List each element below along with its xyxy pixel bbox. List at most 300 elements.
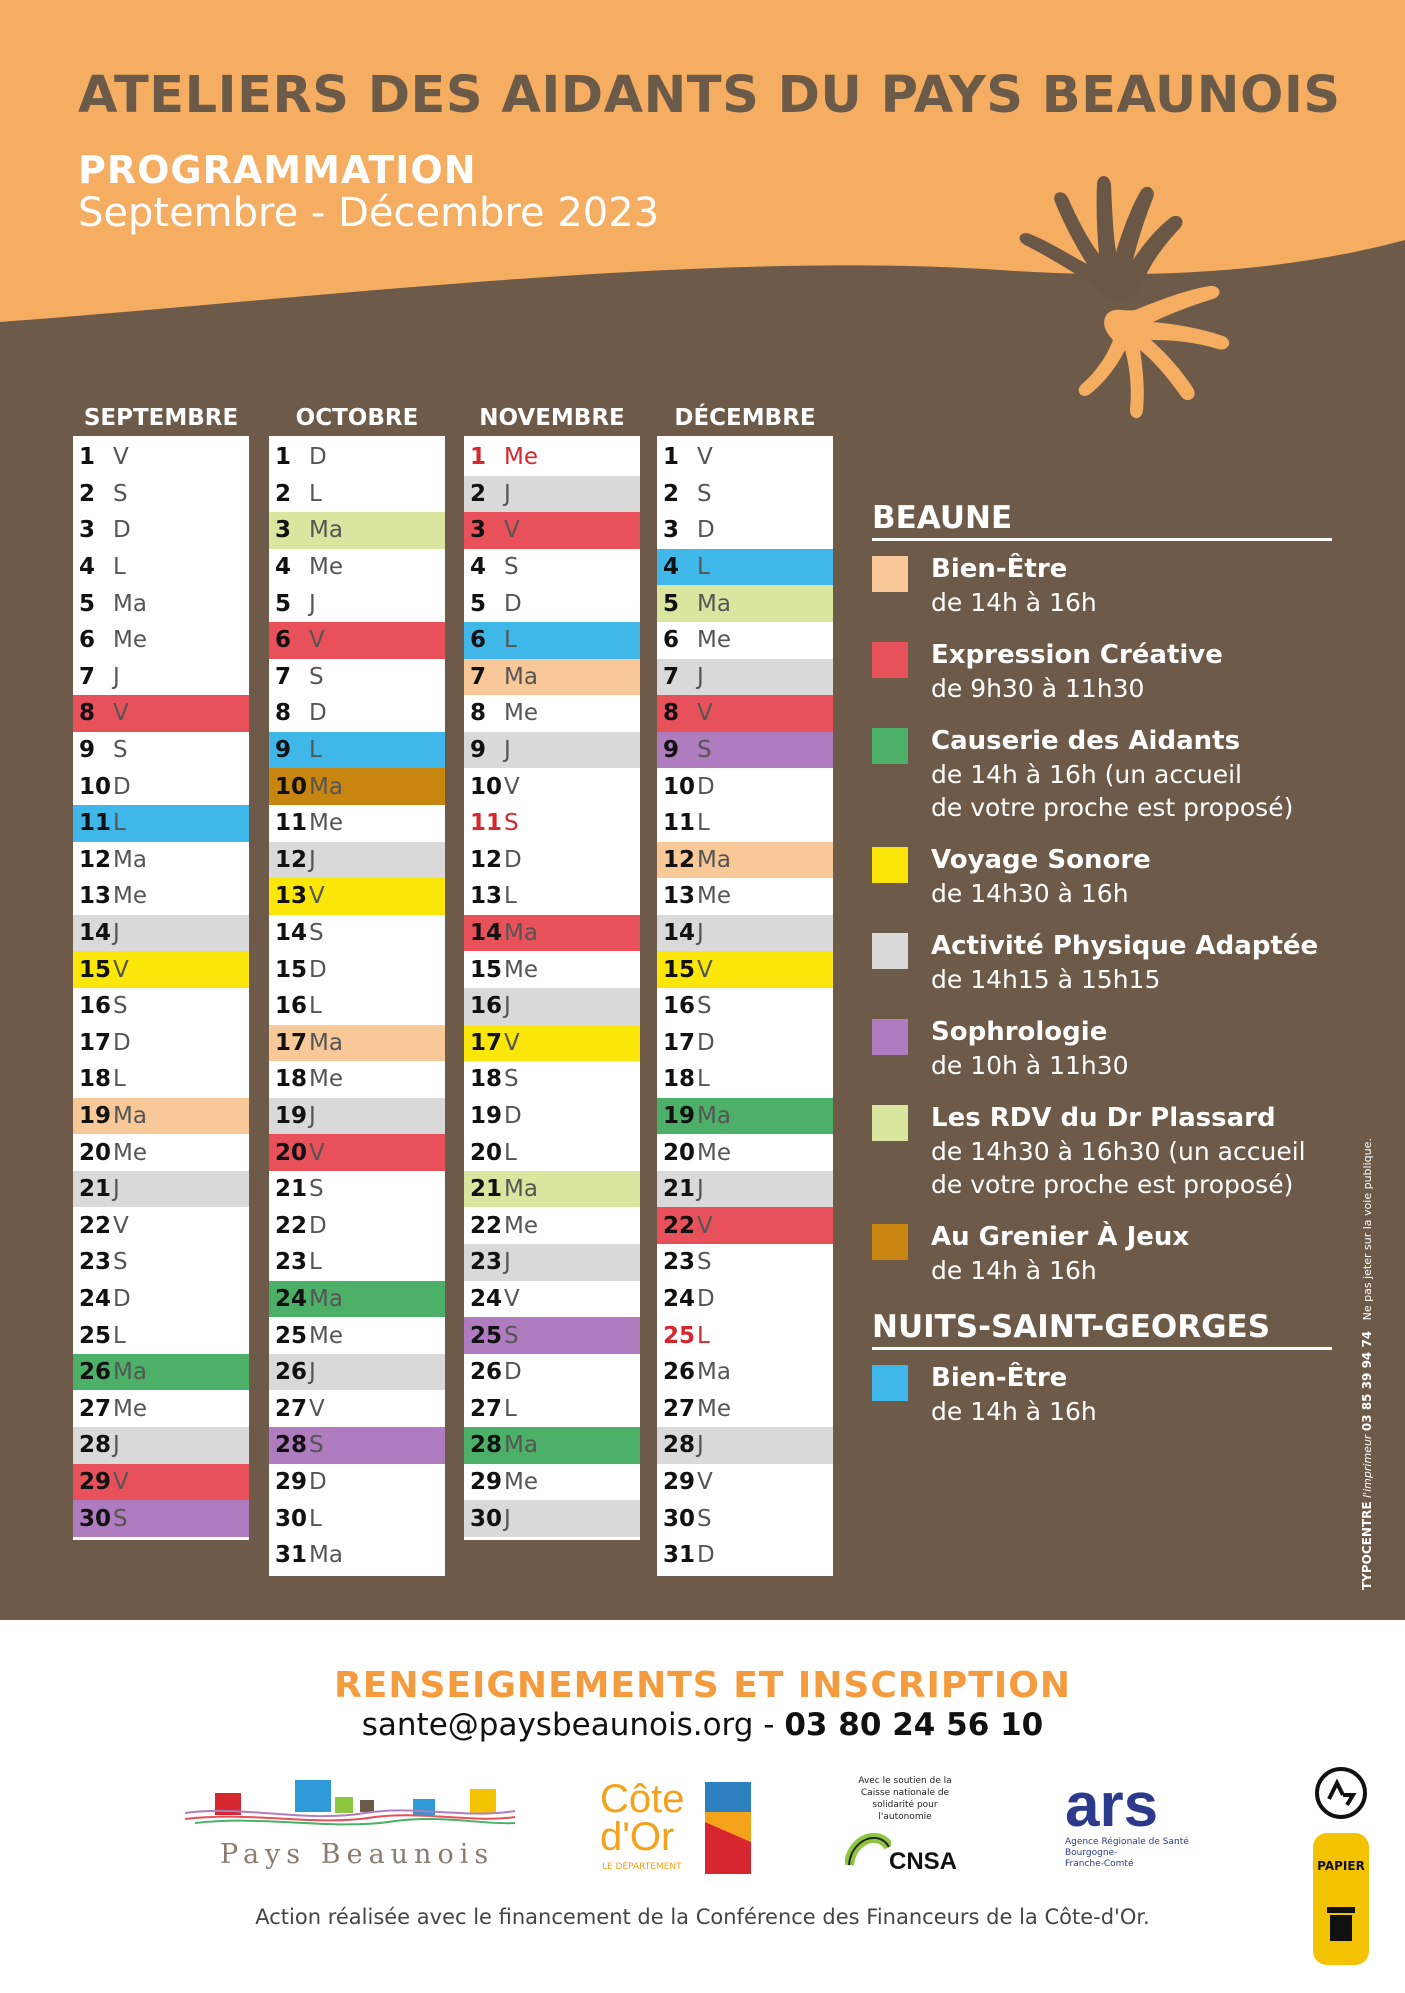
weekday-abbr: Me xyxy=(113,883,147,910)
calendar-day xyxy=(269,1061,445,1098)
weekday-abbr: L xyxy=(113,810,126,837)
contact-email[interactable]: sante@paysbeaunois.org xyxy=(361,1707,754,1743)
cnsa-text: CNSA xyxy=(889,1848,958,1875)
day-number: 27 xyxy=(275,1395,308,1422)
day-number: 15 xyxy=(470,956,503,983)
calendar-day xyxy=(464,1281,640,1318)
calendar-day xyxy=(73,549,249,586)
day-number: 20 xyxy=(275,1139,308,1166)
calendar-day xyxy=(73,805,249,842)
day-number: 17 xyxy=(663,1029,696,1056)
weekday-abbr: Ma xyxy=(113,590,147,617)
activity-time: de 9h30 à 11h30 xyxy=(931,674,1145,703)
calendar-day xyxy=(73,1390,249,1427)
weekday-abbr: J xyxy=(697,1176,704,1203)
day-number: 2 xyxy=(663,480,680,507)
weekday-abbr: J xyxy=(113,920,120,947)
weekday-abbr: V xyxy=(504,517,520,544)
calendar-day xyxy=(73,1061,249,1098)
calendar-day xyxy=(657,695,833,732)
calendar-day xyxy=(269,1134,445,1171)
weekday-abbr: S xyxy=(309,1176,324,1203)
day-number: 21 xyxy=(79,1176,112,1203)
day-number: 3 xyxy=(470,517,487,544)
calendar-day xyxy=(73,512,249,549)
calendar-day xyxy=(73,951,249,988)
day-number: 21 xyxy=(275,1176,308,1203)
weekday-abbr: Me xyxy=(309,810,343,837)
day-number: 18 xyxy=(79,1066,112,1093)
day-number: 29 xyxy=(79,1468,112,1495)
day-number: 23 xyxy=(470,1249,503,1276)
page-subtitle: PROGRAMMATION xyxy=(78,148,477,192)
legend-swatch xyxy=(872,1019,908,1055)
day-number: 8 xyxy=(275,700,292,727)
weekday-abbr: Me xyxy=(504,700,538,727)
day-number: 3 xyxy=(663,517,680,544)
calendar-day xyxy=(657,439,833,476)
day-number: 4 xyxy=(663,554,680,581)
legend-swatch xyxy=(872,1365,908,1401)
weekday-abbr: S xyxy=(504,1322,519,1349)
calendar-day xyxy=(464,585,640,622)
calendar-day xyxy=(657,1464,833,1501)
calendar-day xyxy=(269,1098,445,1135)
calendar-day xyxy=(269,1207,445,1244)
weekday-abbr: D xyxy=(113,1285,131,1312)
day-number: 26 xyxy=(663,1359,696,1386)
contact-phone[interactable]: 03 80 24 56 10 xyxy=(784,1707,1044,1743)
weekday-abbr: Ma xyxy=(309,1285,343,1312)
legend-item xyxy=(872,930,1332,996)
day-number: 28 xyxy=(79,1432,112,1459)
ars-subtitle-2: Bourgogne- xyxy=(1065,1848,1118,1858)
calendar-day xyxy=(73,1317,249,1354)
day-number: 19 xyxy=(79,1102,112,1129)
legend-list-beaune xyxy=(872,553,1332,1287)
day-number: 1 xyxy=(663,444,680,471)
calendar-day xyxy=(73,1464,249,1501)
calendar-day xyxy=(657,1281,833,1318)
weekday-abbr: S xyxy=(113,480,128,507)
calendar-day xyxy=(464,878,640,915)
calendar-day xyxy=(269,1281,445,1318)
calendar-day xyxy=(464,659,640,696)
calendar-day xyxy=(464,1134,640,1171)
calendar-day xyxy=(657,512,833,549)
calendar-day xyxy=(464,1244,640,1281)
calendar-day xyxy=(464,1354,640,1391)
activity-name: Voyage Sonore xyxy=(931,845,1151,875)
calendar-day xyxy=(269,1025,445,1062)
day-number: 16 xyxy=(663,993,696,1020)
day-number: 6 xyxy=(663,627,680,654)
day-number: 19 xyxy=(275,1102,308,1129)
calendar-day xyxy=(269,988,445,1025)
calendar-day xyxy=(657,1171,833,1208)
recycling-badges xyxy=(1313,1765,1373,1965)
day-number: 14 xyxy=(663,920,696,947)
calendar-day xyxy=(464,476,640,513)
day-number: 29 xyxy=(470,1468,503,1495)
day-number: 30 xyxy=(275,1505,308,1532)
calendar-day xyxy=(657,1098,833,1135)
calendar-day xyxy=(657,585,833,622)
day-number: 18 xyxy=(275,1066,308,1093)
calendar-day xyxy=(73,1171,249,1208)
day-number: 7 xyxy=(663,663,680,690)
day-number: 3 xyxy=(79,517,96,544)
day-number: 30 xyxy=(79,1505,112,1532)
legend-swatch xyxy=(872,1224,908,1260)
day-number: 22 xyxy=(275,1212,308,1239)
calendar-day xyxy=(269,476,445,513)
calendar-day xyxy=(657,1427,833,1464)
day-number: 4 xyxy=(79,554,96,581)
cote-dor-line2: d'Or xyxy=(600,1815,675,1859)
weekday-abbr: J xyxy=(504,1505,511,1532)
weekday-abbr: S xyxy=(309,1432,324,1459)
activity-name: Sophrologie xyxy=(931,1017,1108,1047)
hand-orange-icon xyxy=(1079,286,1229,418)
weekday-abbr: Ma xyxy=(697,590,731,617)
pays-beaunois-text: Pays Beaunois xyxy=(220,1839,495,1870)
month-name: DÉCEMBRE xyxy=(674,405,816,431)
day-number: 17 xyxy=(79,1029,112,1056)
day-number: 19 xyxy=(663,1102,696,1129)
cnsa-support-text: Avec le soutien de la Caisse nationale de solidarité pour l'autonomie xyxy=(858,1776,952,1822)
calendar-day xyxy=(73,622,249,659)
calendar-day xyxy=(657,1390,833,1427)
calendar-day xyxy=(657,768,833,805)
weekday-abbr: S xyxy=(504,554,519,581)
calendar-day xyxy=(73,1244,249,1281)
weekday-abbr: L xyxy=(697,810,710,837)
day-number: 12 xyxy=(275,846,308,873)
calendar-day xyxy=(657,842,833,879)
day-number: 15 xyxy=(663,956,696,983)
calendar-day xyxy=(657,476,833,513)
day-number: 22 xyxy=(79,1212,112,1239)
calendar-day xyxy=(269,439,445,476)
weekday-abbr: J xyxy=(113,1432,120,1459)
weekday-abbr: S xyxy=(309,663,324,690)
legend-swatch xyxy=(872,847,908,883)
activity-name: Expression Créative xyxy=(931,640,1223,670)
day-number: 25 xyxy=(275,1322,308,1349)
day-number: 5 xyxy=(79,590,96,617)
day-number: 20 xyxy=(79,1139,112,1166)
calendar-day xyxy=(269,512,445,549)
weekday-abbr: J xyxy=(697,1432,704,1459)
weekday-abbr: D xyxy=(697,517,715,544)
calendar-day xyxy=(657,732,833,769)
weekday-abbr: Ma xyxy=(697,846,731,873)
weekday-abbr: J xyxy=(697,663,704,690)
weekday-abbr: Ma xyxy=(113,1102,147,1129)
calendar-day xyxy=(269,732,445,769)
calendar-day xyxy=(73,1354,249,1391)
calendar-day xyxy=(269,1317,445,1354)
calendar-day xyxy=(269,549,445,586)
weekday-abbr: V xyxy=(113,1212,129,1239)
cnsa-arc-icon xyxy=(845,1825,891,1867)
calendar-day xyxy=(269,805,445,842)
day-number: 7 xyxy=(470,663,487,690)
day-number: 15 xyxy=(79,956,112,983)
weekday-abbr: V xyxy=(309,1139,325,1166)
calendar-day xyxy=(657,1134,833,1171)
calendar-day xyxy=(73,1134,249,1171)
day-number: 24 xyxy=(79,1285,112,1312)
weekday-abbr: D xyxy=(113,773,131,800)
papier-badge xyxy=(1313,1833,1369,1965)
calendar-day xyxy=(269,695,445,732)
weekday-abbr: S xyxy=(697,1505,712,1532)
calendar-day xyxy=(464,1061,640,1098)
weekday-abbr: J xyxy=(504,480,511,507)
weekday-abbr: Ma xyxy=(309,1542,343,1569)
activity-name: Bien-Être xyxy=(931,1363,1068,1393)
day-number: 8 xyxy=(663,700,680,727)
calendar-day xyxy=(657,951,833,988)
weekday-abbr: S xyxy=(697,993,712,1020)
day-number: 6 xyxy=(79,627,96,654)
weekday-abbr: Me xyxy=(504,444,538,471)
funding-note: Action réalisée avec le financement de la Conférence des Financeurs de la Côte-d'Or. xyxy=(255,1905,1150,1929)
weekday-abbr: L xyxy=(697,1322,710,1349)
hand-shadow-icon xyxy=(1020,176,1183,301)
day-number: 7 xyxy=(275,663,292,690)
legend-item xyxy=(872,1102,1332,1201)
weekday-abbr: L xyxy=(504,627,517,654)
day-number: 9 xyxy=(663,737,680,764)
calendar-day xyxy=(269,951,445,988)
calendar-day xyxy=(269,1171,445,1208)
weekday-abbr: L xyxy=(504,1395,517,1422)
weekday-abbr: S xyxy=(113,1249,128,1276)
weekday-abbr: Me xyxy=(309,554,343,581)
day-list xyxy=(657,436,833,1576)
day-number: 30 xyxy=(663,1505,696,1532)
day-number: 11 xyxy=(79,810,112,837)
weekday-abbr: J xyxy=(309,1102,316,1129)
weekday-abbr: Ma xyxy=(309,773,343,800)
weekday-abbr: Ma xyxy=(504,663,538,690)
calendar-day xyxy=(657,1244,833,1281)
day-number: 3 xyxy=(275,517,292,544)
activity-legend xyxy=(872,500,1332,1448)
weekday-abbr: L xyxy=(697,554,710,581)
month-name: OCTOBRE xyxy=(295,405,419,431)
legend-heading-beaune: BEAUNE xyxy=(872,500,1332,541)
day-list xyxy=(73,436,249,1540)
page-title: ATELIERS DES AIDANTS DU PAYS BEAUNOIS xyxy=(78,66,1341,125)
weekday-abbr: Ma xyxy=(309,1029,343,1056)
weekday-abbr: V xyxy=(504,1029,520,1056)
calendar-day xyxy=(269,1427,445,1464)
calendar-day xyxy=(657,659,833,696)
weekday-abbr: Ma xyxy=(309,517,343,544)
calendar-day xyxy=(464,549,640,586)
weekday-abbr: Me xyxy=(504,956,538,983)
legend-item xyxy=(872,725,1332,824)
legend-item xyxy=(872,553,1332,619)
weekday-abbr: S xyxy=(309,920,324,947)
day-number: 19 xyxy=(470,1102,503,1129)
calendar-day xyxy=(657,622,833,659)
day-number: 5 xyxy=(275,590,292,617)
activity-time: de 14h à 16h xyxy=(931,588,1097,617)
calendar-day xyxy=(73,1500,249,1537)
day-number: 16 xyxy=(79,993,112,1020)
day-number: 26 xyxy=(275,1359,308,1386)
day-number: 26 xyxy=(470,1359,503,1386)
day-number: 29 xyxy=(275,1468,308,1495)
calendar-day xyxy=(73,659,249,696)
weekday-abbr: Ma xyxy=(504,1176,538,1203)
day-number: 1 xyxy=(275,444,292,471)
weekday-abbr: L xyxy=(309,993,322,1020)
weekday-abbr: Me xyxy=(113,1395,147,1422)
legend-item xyxy=(872,844,1332,910)
weekday-abbr: J xyxy=(504,737,511,764)
day-number: 23 xyxy=(663,1249,696,1276)
calendar-day xyxy=(464,512,640,549)
day-number: 12 xyxy=(663,846,696,873)
ars-logo xyxy=(1065,1771,1215,1875)
day-number: 10 xyxy=(663,773,696,800)
papier-label: PAPIER xyxy=(1317,1859,1365,1873)
weekday-abbr: D xyxy=(504,1359,522,1386)
day-number: 11 xyxy=(470,810,503,837)
weekday-abbr: Me xyxy=(309,1322,343,1349)
calendar-day xyxy=(269,1537,445,1574)
day-number: 2 xyxy=(275,480,292,507)
calendar-day xyxy=(73,1025,249,1062)
printer-phone: 03 85 39 94 74 xyxy=(1360,1330,1374,1432)
weekday-abbr: Ma xyxy=(113,1359,147,1386)
printer-name: TYPOCENTRE xyxy=(1360,1501,1374,1590)
day-number: 17 xyxy=(470,1029,503,1056)
legend-swatch xyxy=(872,1105,908,1141)
day-number: 13 xyxy=(79,883,112,910)
legend-heading-nuits: NUITS-SAINT-GEORGES xyxy=(872,1309,1332,1350)
legend-item xyxy=(872,1016,1332,1082)
day-number: 7 xyxy=(79,663,96,690)
month-column-october xyxy=(269,400,445,1576)
calendar-day xyxy=(464,1207,640,1244)
hands-illustration xyxy=(975,160,1275,420)
weekday-abbr: V xyxy=(504,773,520,800)
weekday-abbr: V xyxy=(504,1285,520,1312)
cote-dor-subtitle: LE DÉPARTEMENT xyxy=(602,1862,682,1872)
legend-item xyxy=(872,1362,1332,1428)
weekday-abbr: V xyxy=(309,627,325,654)
day-number: 25 xyxy=(79,1322,112,1349)
program-period: Septembre - Décembre 2023 xyxy=(78,190,660,236)
weekday-abbr: D xyxy=(697,1285,715,1312)
day-number: 5 xyxy=(470,590,487,617)
calendar-day xyxy=(657,1537,833,1574)
activity-name: Les RDV du Dr Plassard xyxy=(931,1103,1276,1133)
calendar-day xyxy=(464,805,640,842)
day-number: 1 xyxy=(79,444,96,471)
printer-tagline: l'imprimeur xyxy=(1361,1434,1374,1498)
day-number: 31 xyxy=(275,1542,308,1569)
activity-time: de 10h à 11h30 xyxy=(931,1051,1129,1080)
day-number: 4 xyxy=(275,554,292,581)
weekday-abbr: L xyxy=(309,1249,322,1276)
cote-dor-line1: Côte xyxy=(600,1777,685,1821)
day-number: 21 xyxy=(663,1176,696,1203)
weekday-abbr: J xyxy=(309,1359,316,1386)
calendar-day xyxy=(657,1354,833,1391)
calendar-day xyxy=(464,732,640,769)
calendar-day xyxy=(657,805,833,842)
month-name: SEPTEMBRE xyxy=(83,405,239,431)
calendar-day xyxy=(269,1390,445,1427)
day-number: 8 xyxy=(79,700,96,727)
day-number: 24 xyxy=(275,1285,308,1312)
weekday-abbr: L xyxy=(113,1066,126,1093)
calendar-day xyxy=(464,842,640,879)
weekday-abbr: J xyxy=(113,663,120,690)
weekday-abbr: Me xyxy=(113,1139,147,1166)
activity-time: de 14h15 à 15h15 xyxy=(931,965,1161,994)
day-number: 10 xyxy=(79,773,112,800)
day-number: 28 xyxy=(470,1432,503,1459)
activity-time: de 14h à 16h xyxy=(931,1397,1097,1426)
weekday-abbr: Ma xyxy=(697,1102,731,1129)
contact-separator: - xyxy=(753,1707,785,1743)
calendar-day xyxy=(73,695,249,732)
calendar-day xyxy=(269,915,445,952)
calendar-day xyxy=(657,1061,833,1098)
calendar-day xyxy=(657,1025,833,1062)
day-number: 29 xyxy=(663,1468,696,1495)
weekday-abbr: S xyxy=(697,480,712,507)
day-number: 22 xyxy=(470,1212,503,1239)
day-number: 14 xyxy=(470,920,503,947)
weekday-abbr: Me xyxy=(504,1468,538,1495)
day-number: 18 xyxy=(663,1066,696,1093)
calendar-day xyxy=(269,585,445,622)
day-number: 23 xyxy=(275,1249,308,1276)
weekday-abbr: L xyxy=(309,480,322,507)
day-list xyxy=(269,436,445,1576)
weekday-abbr: V xyxy=(113,1468,129,1495)
weekday-abbr: D xyxy=(697,773,715,800)
weekday-abbr: Me xyxy=(697,883,731,910)
day-number: 17 xyxy=(275,1029,308,1056)
printer-credit xyxy=(1360,1138,1374,1590)
day-number: 12 xyxy=(470,846,503,873)
calendar-day xyxy=(73,1207,249,1244)
weekday-abbr: Me xyxy=(697,1395,731,1422)
calendar-day xyxy=(464,622,640,659)
day-number: 10 xyxy=(470,773,503,800)
calendar-day xyxy=(73,842,249,879)
info-title: RENSEIGNEMENTS ET INSCRIPTION xyxy=(334,1665,1071,1706)
calendar-day xyxy=(657,988,833,1025)
weekday-abbr: S xyxy=(697,737,712,764)
calendar-day xyxy=(269,1244,445,1281)
day-number: 6 xyxy=(275,627,292,654)
calendar-day xyxy=(464,1390,640,1427)
weekday-abbr: S xyxy=(113,1505,128,1532)
month-column-november xyxy=(464,400,640,1540)
